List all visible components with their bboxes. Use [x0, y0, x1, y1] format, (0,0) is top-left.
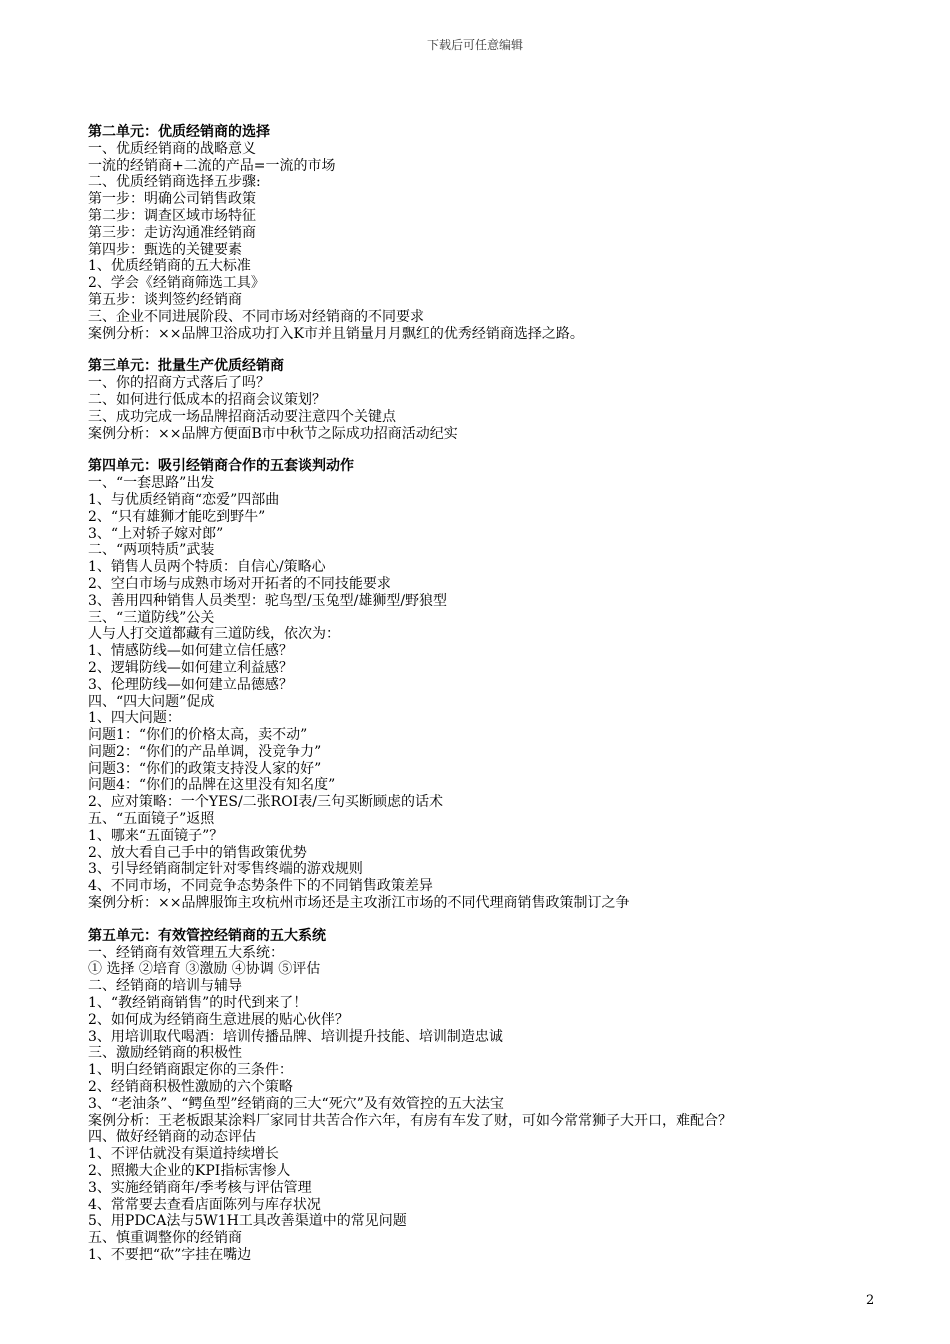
page-number: 2: [866, 1293, 875, 1308]
text-line: 三、“三道防线”公关: [88, 609, 215, 626]
text-line: 4、不同市场，不同竞争态势条件下的不同销售政策差异: [88, 878, 433, 895]
text-line: 第二步：调查区域市场特征: [88, 207, 256, 224]
text-line: 第一步：明确公司销售政策: [88, 191, 256, 208]
text-line: 5、用PDCA法与5W1H工具改善渠道中的常见问题: [88, 1213, 407, 1230]
section-title: 第二单元：优质经销商的选择: [88, 124, 270, 140]
text-line: 四、“四大问题”促成: [88, 693, 215, 710]
text-line: 2、应对策略：一个YES/二张ROI表/三句买断顾虑的话术: [88, 794, 443, 811]
text-line: 三、企业不同进展阶段、不同市场对经销商的不同要求: [88, 308, 424, 325]
text-line: 二、如何进行低成本的招商会议策划？: [88, 391, 326, 408]
text-line: 问题1：“你们的价格太高，卖不动”: [88, 727, 308, 744]
text-line: 三、激励经销商的积极性: [88, 1045, 242, 1062]
section-unit-5: [88, 928, 888, 1264]
text-line: 四、做好经销商的动态评估: [88, 1129, 256, 1146]
section-title: 第三单元：批量生产优质经销商: [88, 358, 284, 375]
text-line: 第四步：甄选的关键要素: [88, 241, 242, 258]
text-line: 案例分析：××品牌服饰主攻杭州市场还是主攻浙江市场的不同代理商销售政策制订之争: [88, 895, 630, 912]
text-line: 1、明白经销商跟定你的三条件：: [88, 1062, 293, 1079]
text-line: 案例分析：王老板跟某涂料厂家同甘共苦合作六年，有房有车发了财，可如今常常狮子大开口，难配合？: [88, 1112, 732, 1129]
text-line: 2、如何成为经销商生意进展的贴心伙伴？: [88, 1011, 349, 1028]
text-line: 3、伦理防线—如何建立品德感？: [88, 676, 293, 693]
text-line: 1、情感防线—如何建立信任感？: [88, 643, 293, 660]
text-line: 1、与优质经销商“恋爱”四部曲: [88, 491, 280, 508]
text-line: 一、“一套思路”出发: [88, 475, 215, 492]
text-line: 2、逻辑防线—如何建立利益感？: [88, 659, 293, 676]
text-line: 人与人打交道都藏有三道防线，依次为：: [88, 626, 340, 643]
text-line: 4、常常要去查看店面陈列与库存状况: [88, 1196, 321, 1213]
text-line: 2、经销商积极性激励的六个策略: [88, 1079, 293, 1096]
text-line: 3、实施经销商年/季考核与评估管理: [88, 1179, 312, 1196]
text-line: 2、照搬大企业的KPI指标害惨人: [88, 1163, 291, 1180]
text-line: 二、经销商的培训与辅导: [88, 978, 242, 995]
text-line: 3、用培训取代喝酒：培训传播品牌、培训提升技能、培训制造忠诚: [88, 1028, 503, 1045]
page-header: 下载后可任意编辑: [426, 38, 523, 52]
text-line: 1、“教经销商销售”的时代到来了！: [88, 995, 308, 1012]
text-line: 3、引导经销商制定针对零售终端的游戏规则: [88, 861, 363, 878]
text-line: 五、慎重调整你的经销商: [88, 1230, 242, 1247]
text-line: 1、不评估就没有渠道持续增长: [88, 1146, 279, 1163]
text-line: 3、“老油条”、“鳄鱼型”经销商的三大“死穴”及有效管控的五大法宝: [88, 1095, 504, 1112]
text-line: 3、善用四种销售人员类型：驼鸟型/玉兔型/雄狮型/野狼型: [88, 592, 448, 609]
text-line: 问题2：“你们的产品单调，没竞争力”: [88, 743, 322, 760]
text-line: 第五步：谈判签约经销商: [88, 291, 242, 308]
text-line: 1、优质经销商的五大标准: [88, 258, 251, 275]
section-unit-3: [88, 358, 888, 442]
text-line: 案例分析：××品牌卫浴成功打入K市并且销量月月飘红的优秀经销商选择之路。: [88, 325, 584, 342]
text-line: 五、“五面镜子”返照: [88, 811, 215, 828]
text-line: 案例分析：××品牌方便面B市中秋节之际成功招商活动纪实: [88, 425, 458, 442]
text-line: 第三步：走访沟通准经销商: [88, 224, 256, 241]
text-line: ① 选择 ②培育 ③激励 ④协调 ⑤评估: [88, 961, 321, 978]
text-line: 二、优质经销商选择五步骤:: [88, 174, 261, 191]
text-line: 1、销售人员两个特质：自信心/策略心: [88, 559, 326, 576]
text-line: 问题4：“你们的品牌在这里没有知名度”: [88, 777, 336, 794]
text-line: 一、经销商有效管理五大系统：: [88, 944, 284, 961]
text-line: 三、成功完成一场品牌招商活动要注意四个关键点: [88, 408, 396, 425]
text-line: 一、你的招商方式落后了吗？: [88, 375, 270, 392]
text-line: 2、“只有雄狮才能吃到野牛”: [88, 508, 266, 525]
text-line: 1、哪来“五面镜子”？: [88, 827, 224, 844]
text-line: 一、优质经销商的战略意义: [88, 140, 256, 157]
text-line: 2、空白市场与成熟市场对开拓者的不同技能要求: [88, 575, 391, 592]
text-line: 二、“两项特质”武装: [88, 542, 215, 559]
section-title: 第四单元：吸引经销商合作的五套谈判动作: [88, 458, 354, 475]
section-unit-4: [88, 458, 888, 912]
text-line: 问题3：“你们的政策支持没人家的好”: [88, 760, 322, 777]
text-line: 1、不要把“砍”字挂在嘴边: [88, 1247, 252, 1263]
section-title: 第五单元：有效管控经销商的五大系统: [88, 927, 326, 944]
document-body: [88, 124, 888, 1280]
text-line: 一流的经销商+二流的产品=一流的市场: [88, 157, 336, 174]
section-unit-2: [88, 124, 888, 342]
text-line: 2、放大看自己手中的销售政策优势: [88, 844, 307, 861]
text-line: 2、学会《经销商筛选工具》: [88, 275, 265, 292]
text-line: 1、四大问题：: [88, 710, 181, 727]
text-line: 3、“上对轿子嫁对郎”: [88, 525, 224, 542]
